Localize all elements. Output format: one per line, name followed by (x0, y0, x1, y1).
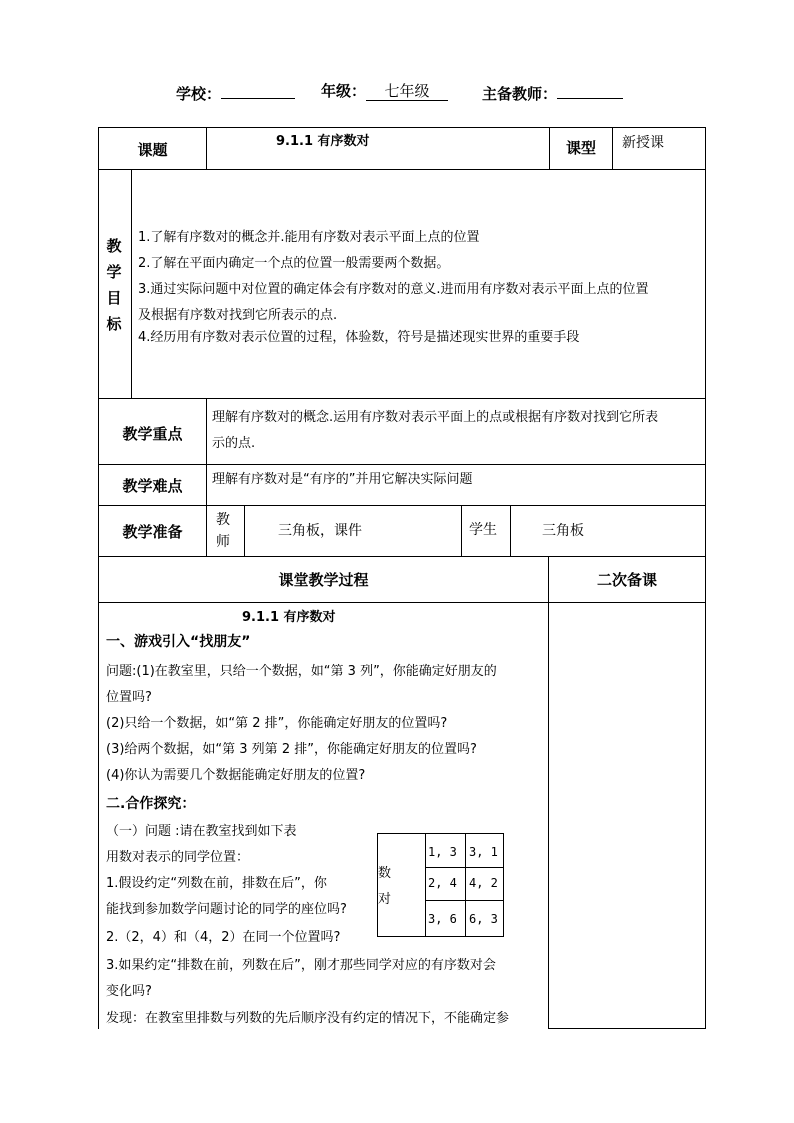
rule (503, 833, 504, 937)
rule (612, 127, 613, 169)
question-line: 问题:(1)在教室里，只给一个数据，如“第 3 列”，你能确定好朋友的 (106, 664, 497, 679)
rule (98, 464, 706, 465)
explore-line: 2.（2，4）和（4，2）在同一个位置吗? (106, 930, 341, 945)
rule (98, 398, 706, 399)
rule (425, 833, 426, 937)
student-prep: 三角板 (542, 523, 584, 539)
rule (98, 505, 706, 506)
topic-label: 课题 (137, 141, 168, 159)
school-field[interactable] (221, 80, 295, 99)
pair-table-label: 对 (378, 892, 392, 907)
rule (206, 505, 207, 556)
type-value: 新授课 (622, 135, 664, 151)
tail-line: 3.如果约定“排数在前，列数在后”，刚才那些同学对应的有序数对会 (106, 958, 496, 973)
section-heading: 二.合作探究： (106, 796, 196, 812)
goals-label-char: 目 (106, 289, 122, 307)
goals-label-char: 标 (106, 315, 122, 333)
rule (465, 833, 466, 937)
goal-line: 1.了解有序数对的概念并.能用有序数对表示平面上点的位置 (138, 230, 480, 245)
process-header: 课堂教学过程 (278, 571, 369, 589)
rule (548, 556, 549, 1029)
question-line: (3)给两个数据，如“第 3 列第 2 排”，你能确定好朋友的位置吗? (106, 742, 477, 757)
goal-line: 3.通过实际问题中对位置的确定体会有序数对的意义.进而用有序数对表示平面上点的位置 (138, 282, 649, 297)
question-line: 位置吗? (106, 690, 152, 705)
explore-line: （一）问题 :请在教室找到如下表 (106, 824, 297, 839)
goals-label-char: 教 (106, 237, 122, 255)
explore-line: 1.假设约定“列数在前，排数在后”，你 (106, 876, 327, 891)
rule (377, 936, 504, 937)
goals-label-char: 学 (106, 263, 122, 281)
teacher-label: 主备教师： (482, 85, 558, 103)
goal-line: 及根据有序数对找到它所表示的点. (138, 308, 338, 323)
second-prep-header: 二次备课 (596, 571, 657, 589)
rule (206, 127, 207, 169)
rule (377, 833, 504, 834)
section-heading: 一、游戏引入“找朋友” (106, 634, 251, 650)
grade-field[interactable]: 七年级 (366, 82, 448, 101)
pair-cell: 3, 6 (428, 912, 457, 926)
rule (548, 1028, 706, 1029)
rule (510, 505, 511, 556)
grade-header (321, 80, 448, 102)
process-title: 9.1.1 有序数对 (242, 610, 336, 625)
rule (461, 505, 462, 556)
difficulty-label: 教学难点 (122, 477, 183, 495)
goal-line: 2.了解在平面内确定一个点的位置一般需要两个数据。 (138, 256, 450, 271)
teacher-header (482, 80, 623, 105)
explore-line: 能找到参加数学问题讨论的同学的座位吗? (106, 902, 347, 917)
pair-table-label: 数 (378, 866, 392, 881)
pair-cell: 6, 3 (469, 912, 498, 926)
goals-label (104, 233, 124, 337)
student-role: 学生 (469, 522, 497, 538)
school-label: 学校： (176, 85, 222, 103)
rule (705, 127, 706, 1029)
rule (98, 127, 706, 128)
goal-line: 4.经历用有序数对表示位置的过程，体验数，符号是描述现实世界的重要手段 (138, 330, 580, 345)
topic-value: 9.1.1 有序数对 (276, 134, 370, 149)
difficulty-value: 理解有序数对是“有序的”并用它解决实际问题 (212, 472, 473, 487)
pair-cell: 2, 4 (428, 876, 457, 890)
key-label: 教学重点 (122, 425, 183, 443)
teacher-role: 师 (216, 534, 230, 550)
grade-label: 年级： (321, 82, 367, 100)
question-line: (2)只给一个数据，如“第 2 排”，你能确定好朋友的位置吗? (106, 716, 448, 731)
tail-line: 变化吗? (106, 984, 152, 999)
explore-line: 用数对表示的同学位置： (106, 850, 250, 865)
question-line: (4)你认为需要几个数据能确定好朋友的位置? (106, 768, 366, 783)
pair-cell: 3, 1 (469, 845, 498, 859)
tail-line: 发现：在教室里排数与列数的先后顺序没有约定的情况下，不能确定参 (106, 1011, 510, 1026)
rule (98, 602, 706, 603)
rule (206, 398, 207, 505)
prep-label: 教学准备 (122, 523, 183, 541)
key-line: 示的点. (212, 436, 256, 451)
key-line: 理解有序数对的概念.运用有序数对表示平面上的点或根据有序数对找到它所表 (212, 410, 659, 425)
rule (98, 169, 706, 170)
school-header (176, 80, 295, 105)
type-label: 课型 (565, 139, 596, 157)
rule (98, 556, 706, 557)
rule (244, 505, 245, 556)
rule (131, 169, 132, 398)
pair-cell: 1, 3 (428, 845, 457, 859)
teacher-field[interactable] (557, 80, 623, 99)
teacher-prep: 三角板，课件 (278, 523, 362, 539)
pair-cell: 4, 2 (469, 876, 498, 890)
teacher-role: 教 (216, 512, 230, 528)
